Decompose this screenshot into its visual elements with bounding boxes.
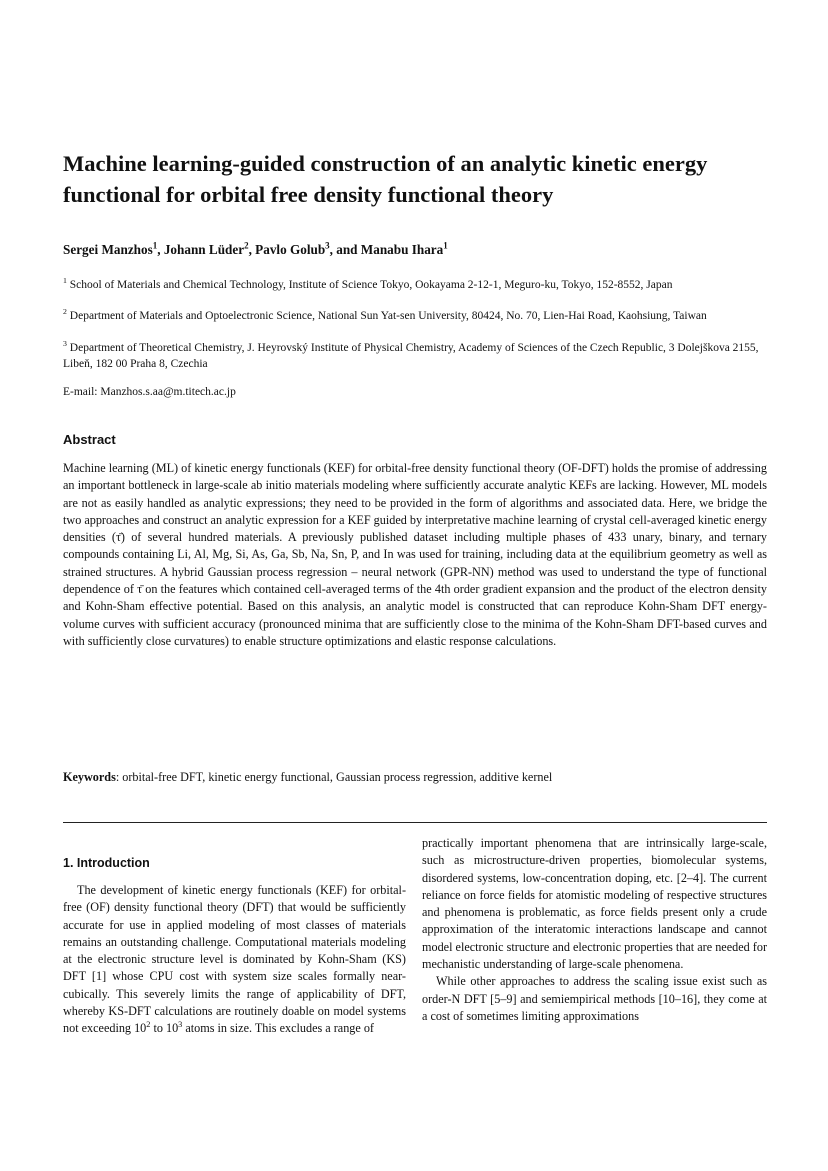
introduction-heading: 1. Introduction	[63, 856, 150, 870]
abstract-heading: Abstract	[63, 432, 116, 447]
author-name: Pavlo Golub	[255, 242, 326, 257]
intro-text-segment: atoms in size. This excludes a range of	[182, 1021, 374, 1036]
affiliation	[63, 340, 783, 372]
introduction-right-column	[422, 835, 767, 1025]
keywords-list: : orbital-free DFT, kinetic energy functional, Gaussian process regression, additive kernel	[115, 770, 553, 784]
affiliation-text: Department of Theoretical Chemistry, J. Heyrovský Institute of Physical Chemistry, Academy of Sciences of the Czech Republic, 3 Dolejškova 2155, Libeň, 182 00 Praha 8, Czechia	[63, 342, 759, 370]
author-name: Manabu Ihara	[360, 242, 444, 257]
author-name: Johann Lüder	[163, 242, 245, 257]
affiliation-text: School of Materials and Chemical Technology, Institute of Science Tokyo, Ookayama 2-12-1, Meguro-ku, Tokyo, 152-8552, Japan	[69, 279, 673, 291]
author-name: Sergei Manzhos	[63, 242, 153, 257]
affiliation-number: 1	[63, 276, 67, 286]
affiliation-text: Department of Materials and Optoelectronic Science, National Sun Yat-sen University, 80424, No. 70, Lien-Hai Road, Kaohsiung, Taiwan	[69, 310, 707, 322]
affiliation	[63, 308, 783, 324]
keywords-label: Keywords	[63, 770, 116, 784]
author-affiliation-mark: 1	[443, 240, 448, 251]
author-affiliation-mark: 2	[244, 240, 249, 251]
author-separator: ,	[248, 242, 256, 257]
exponent: 2	[146, 1020, 151, 1030]
author-affiliation-mark: 1	[152, 240, 158, 251]
author-affiliation-mark: 3	[325, 240, 330, 251]
abstract-text: Machine learning (ML) of kinetic energy functionals (KEF) for orbital-free density functional theory (OF-DFT) holds the promise of addressing an important bottleneck in large-scale ab initio materials modeling where sufficiently accurate analytic KEFs are lacking. However, ML models are not as easily handled as analytic expressions; they need to be provided in the form of algorithms and associated data. Here, we bridge the two approaches and construct an analytic expression for a KEF guided by interpretative machine learning of crystal cell-averaged kinetic energy densities (τ̄) of several hundred materials. A previously published dataset including multiple phases of 433 unary, binary, and ternary compounds containing Li, Al, Mg, Si, As, Ga, Sb, Na, Sn, P, and In was used for training, including data at the equilibrium geometry as well as strained structures. A hybrid Gaussian process regression – neural network (GPR-NN) method was used to understand the type of functional dependence of τ̄ on the features which contained cell-averaged terms of the 4th order gradient expansion and the product of the electron density and Kohn-Sham effective potential. Based on this analysis, an analytic model is constructed that can reproduce Kohn-Sham DFT energy-volume curves with sufficient accuracy (pronounced minima that are sufficiently close to the minima of the Kohn-Sham DFT-based curves and with sufficiently close curvatures) to enable structure optimizations and elastic response calculations.	[63, 461, 768, 648]
intro-paragraph: While other approaches to address the scaling issue exist such as order-N DFT [5–9] and semiempirical methods [10–16], they come at a cost of sometimes limiting approximations	[422, 974, 767, 1023]
intro-paragraph: practically important phenomena that are intrinsically large-scale, such as microstructure-driven properties, biomolecular systems, disordered systems, low-concentration doping, etc. [2–4]. The current reliance on force fields for atomistic modeling of respective structures and phenomena is problematic, as force fields present only a crude approximation of the interatomic interactions landscape and cannot model electronic structure and electronic properties that are needed for mechanistic understanding of large-scale phenomena.	[422, 836, 767, 972]
section-divider	[63, 822, 767, 823]
intro-text-segment: The development of kinetic energy functionals (KEF) for orbital-free (OF) density functional theory (DFT) that would be sufficiently accurate for use in applied modeling of most classes of materials remains an outstanding challenge. Computational materials modeling at the electronic structure level is dominated by Kohn-Sham (KS) DFT [1] whose CPU cost with system size scales formally near-cubically. This severely limits the range of applicability of DFT, whereby KS-DFT calculations are routinely doable on model systems not exceeding 10	[63, 883, 406, 1036]
affiliation	[63, 277, 783, 293]
paper-title: Machine learning-guided construction of an analytic kinetic energy functional for orbital free density functional theory	[63, 151, 708, 207]
affiliation-number: 2	[63, 307, 67, 317]
author-separator: , and	[329, 242, 361, 257]
author-list	[63, 242, 763, 258]
introduction-left-column	[63, 882, 406, 1038]
keywords-line	[63, 770, 773, 785]
intro-text-segment: to 10	[150, 1021, 179, 1036]
affiliation-number: 3	[63, 339, 67, 349]
author-separator: ,	[157, 242, 164, 257]
exponent: 3	[178, 1020, 183, 1030]
contact-email[interactable]: E-mail: Manzhos.s.aa@m.titech.ac.jp	[63, 386, 236, 398]
